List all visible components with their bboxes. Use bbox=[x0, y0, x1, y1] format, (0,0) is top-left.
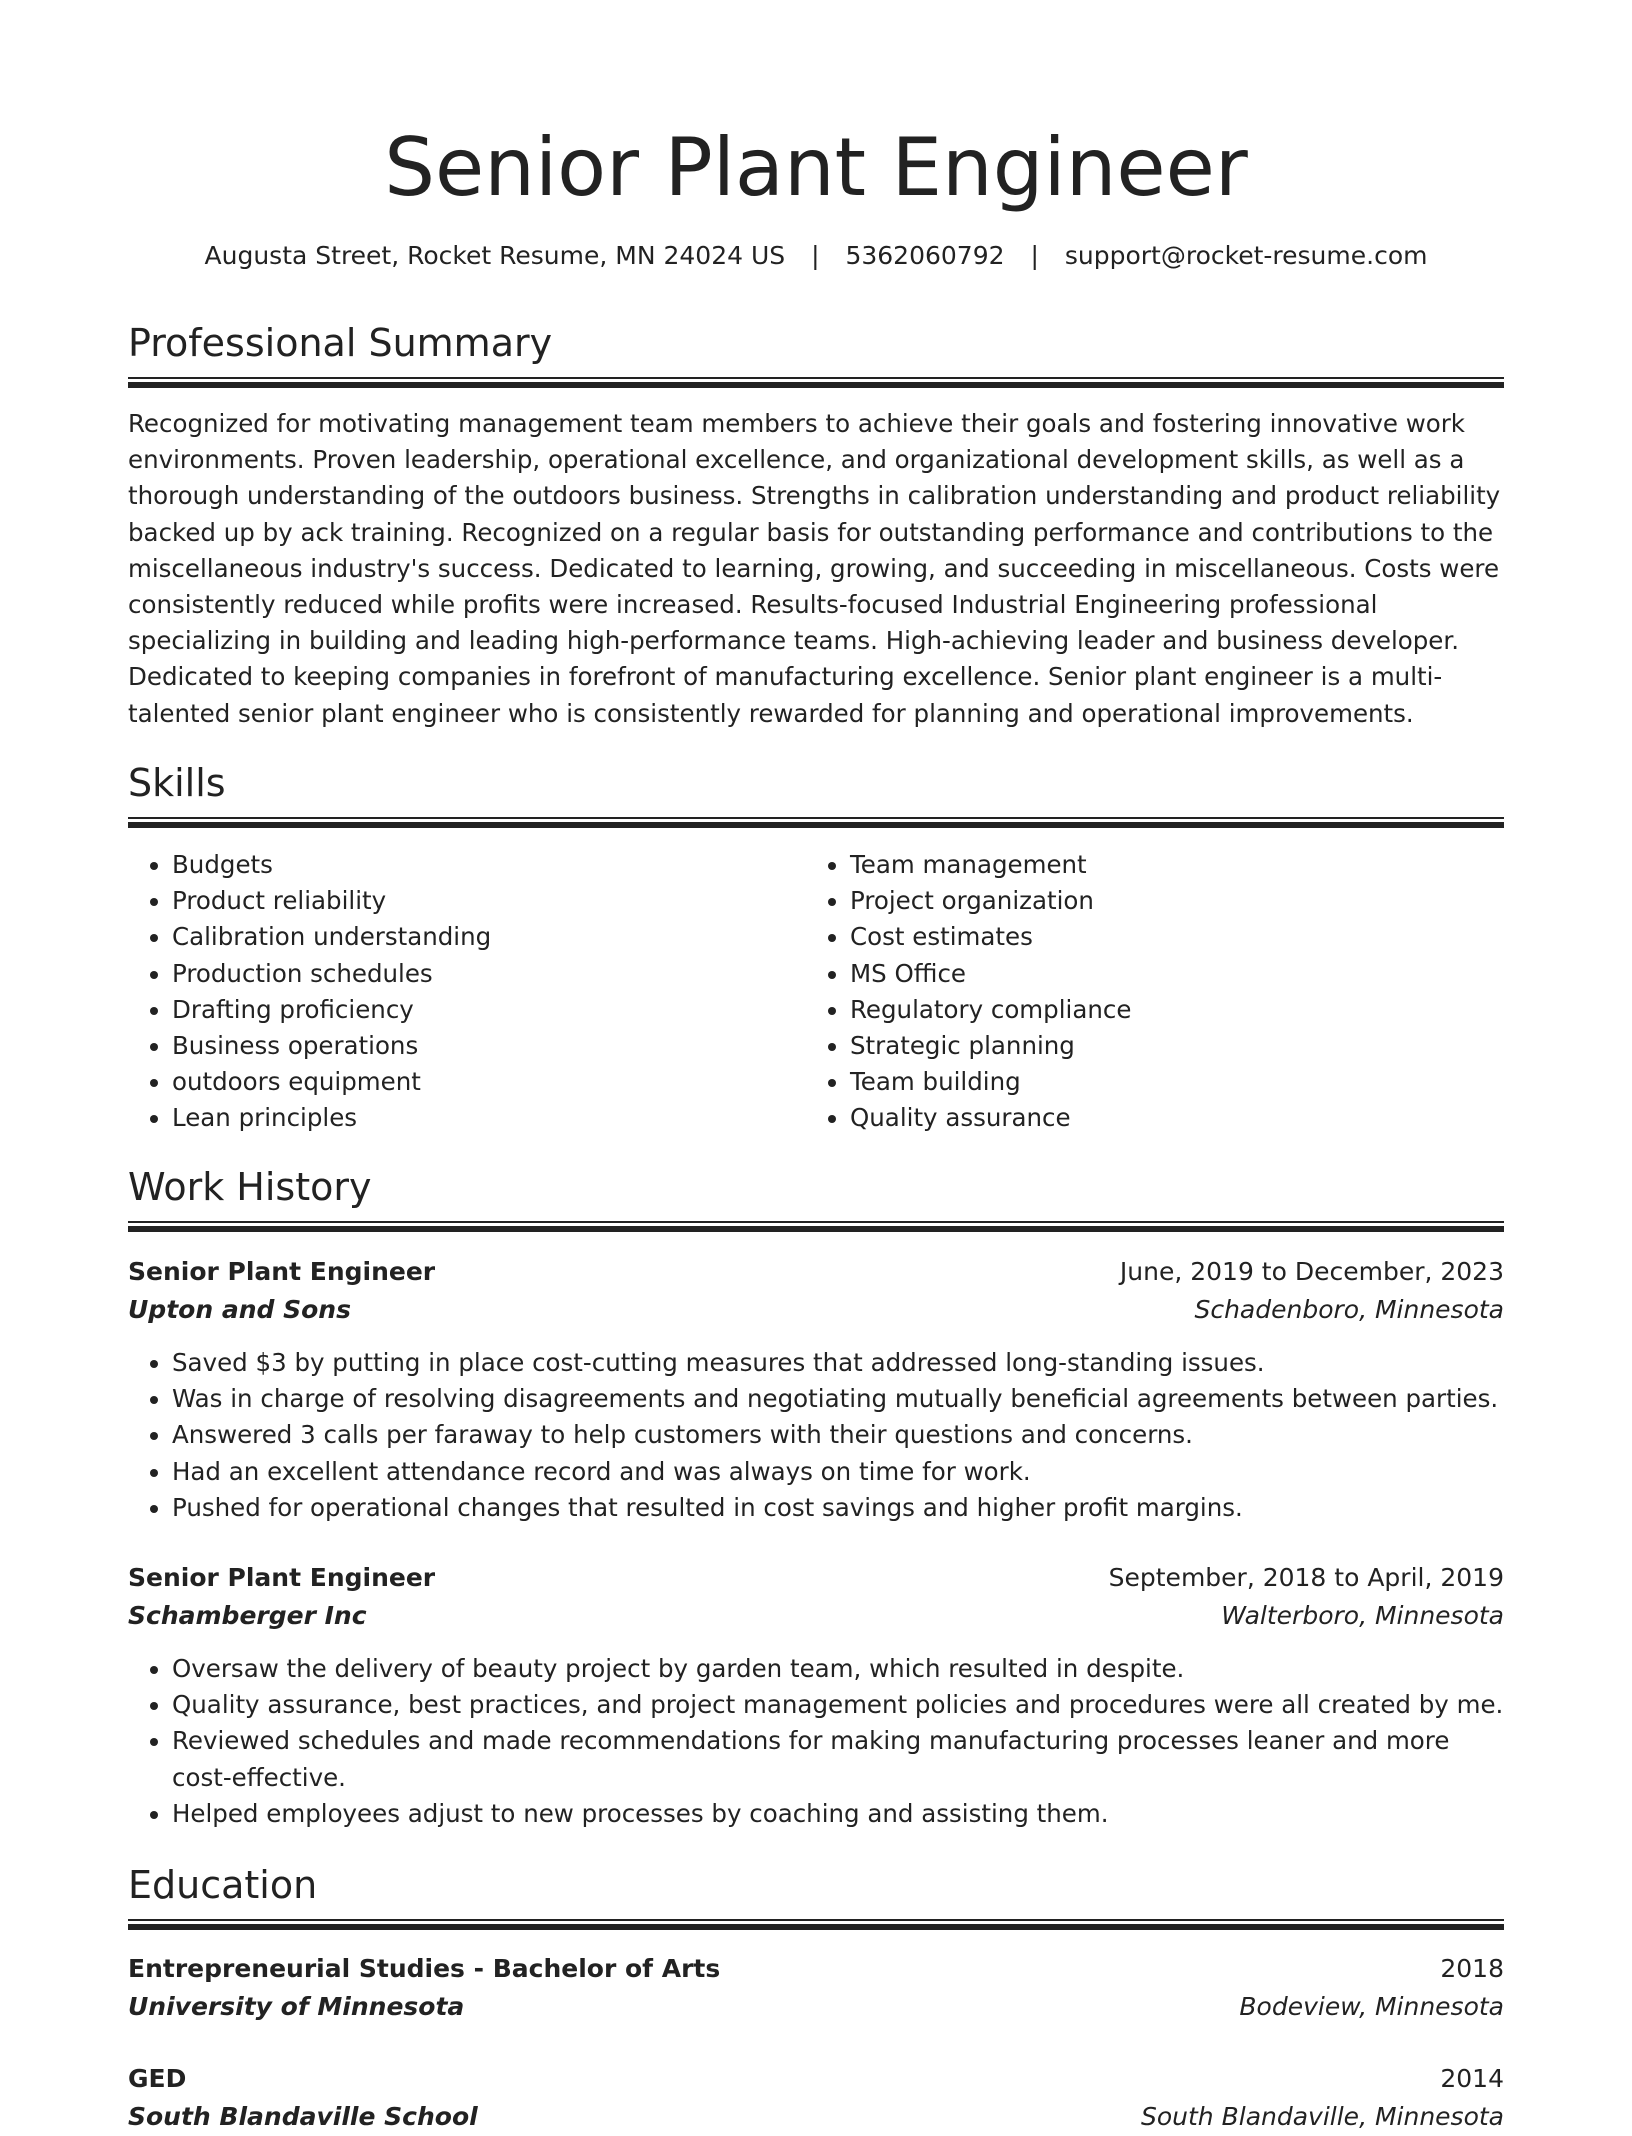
education-location: Bodeview, Minnesota bbox=[1239, 1992, 1504, 2021]
skill-item: • Strategic planning bbox=[850, 1028, 1484, 1064]
skill-item: • outdoors equipment bbox=[172, 1064, 806, 1100]
section-divider bbox=[128, 1919, 1504, 1930]
job-bullet: • Saved $3 by putting in place cost-cutting measures that addressed long-standing issues. bbox=[172, 1345, 1504, 1381]
skills-grid bbox=[128, 847, 1504, 1137]
section-heading-work: Work History bbox=[128, 1165, 372, 1209]
skill-item: • Calibration understanding bbox=[172, 919, 806, 955]
job-header bbox=[128, 1559, 1504, 1635]
education-degree: GED bbox=[128, 2064, 187, 2093]
skill-item: • Regulatory compliance bbox=[850, 992, 1484, 1028]
education-school: South Blandaville School bbox=[128, 2102, 478, 2131]
job-location: Walterboro, Minnesota bbox=[1221, 1601, 1504, 1630]
education-location: South Blandaville, Minnesota bbox=[1141, 2102, 1504, 2131]
job-bullet: • Had an excellent attendance record and was always on time for work. bbox=[172, 1454, 1504, 1490]
skill-item: • Cost estimates bbox=[850, 919, 1484, 955]
job-title: Senior Plant Engineer bbox=[128, 1563, 436, 1592]
education-entry bbox=[128, 1950, 1504, 2026]
job-title: Senior Plant Engineer bbox=[128, 1257, 436, 1286]
job-dates: June, 2019 to December, 2023 bbox=[1119, 1257, 1504, 1286]
section-heading-summary: Professional Summary bbox=[128, 321, 553, 365]
job-bullet: • Reviewed schedules and made recommendations for making manufacturing processes leaner and more cost-effective. bbox=[172, 1723, 1504, 1795]
skill-item: • Business operations bbox=[172, 1028, 806, 1064]
education-entry bbox=[128, 2060, 1504, 2136]
section-heading-skills: Skills bbox=[128, 761, 226, 805]
education-degree: Entrepreneurial Studies - Bachelor of Arts bbox=[128, 1954, 721, 1983]
skills-list-right bbox=[806, 847, 1484, 1137]
resume-name: Senior Plant Engineer bbox=[384, 121, 1248, 214]
education-school: University of Minnesota bbox=[128, 1992, 465, 2021]
job-bullets bbox=[128, 1345, 1504, 1526]
job-dates: September, 2018 to April, 2019 bbox=[1108, 1563, 1504, 1592]
section-heading-education: Education bbox=[128, 1863, 318, 1907]
skill-item: • Team management bbox=[850, 847, 1484, 883]
job-bullet: • Pushed for operational changes that resulted in cost savings and higher profit margins. bbox=[172, 1490, 1504, 1526]
education-year: 2014 bbox=[1440, 2064, 1504, 2093]
job-location: Schadenboro, Minnesota bbox=[1194, 1295, 1504, 1324]
contact-separator: | bbox=[1030, 241, 1039, 270]
contact-separator: | bbox=[811, 241, 820, 270]
contact-address: Augusta Street, Rocket Resume, MN 24024 US bbox=[204, 241, 786, 270]
contact-email: support@rocket-resume.com bbox=[1064, 241, 1428, 270]
skill-item: • Budgets bbox=[172, 847, 806, 883]
skill-item: • Project organization bbox=[850, 883, 1484, 919]
skills-list-left bbox=[128, 847, 806, 1137]
job-company: Schamberger Inc bbox=[128, 1601, 367, 1630]
job-bullet: • Was in charge of resolving disagreements and negotiating mutually beneficial agreements between parties. bbox=[172, 1381, 1504, 1417]
skill-item: • MS Office bbox=[850, 956, 1484, 992]
skill-item: • Team building bbox=[850, 1064, 1484, 1100]
skill-item: • Product reliability bbox=[172, 883, 806, 919]
job-bullet: • Answered 3 calls per faraway to help customers with their questions and concerns. bbox=[172, 1417, 1504, 1453]
section-divider bbox=[128, 377, 1504, 388]
contact-line bbox=[128, 238, 1504, 274]
job-company: Upton and Sons bbox=[128, 1295, 351, 1324]
skill-item: • Drafting proficiency bbox=[172, 992, 806, 1028]
job-bullet: • Quality assurance, best practices, and project management policies and procedures were all created by me. bbox=[172, 1687, 1504, 1723]
job-bullet: • Helped employees adjust to new processes by coaching and assisting them. bbox=[172, 1796, 1504, 1832]
job-bullet: • Oversaw the delivery of beauty project by garden team, which resulted in despite. bbox=[172, 1651, 1504, 1687]
job-header bbox=[128, 1253, 1504, 1329]
education-year: 2018 bbox=[1440, 1954, 1504, 1983]
summary-text: Recognized for motivating management team members to achieve their goals and fostering innovative work environments. Proven leadership, operational excellence, and organizational development skills, as well as a thorough understanding of the outdoors business. Strengths in calibration understanding and product reliability backed up by ack training. Recognized on a regular basis for outstanding performance and contributions to the miscellaneous industry's success. Dedicated to learning, growing, and succeeding in miscellaneous. Costs were consistently reduced while profits were increased. Results-focused Industrial Engineering professional specializing in building and leading high-performance teams. High-achieving leader and business developer. Dedicated to keeping companies in forefront of manufacturing excellence. Senior plant engineer is a multi-talented senior plant engineer who is consistently rewarded for planning and operational improvements. bbox=[128, 409, 1501, 728]
job-bullets bbox=[128, 1651, 1504, 1832]
skill-item: • Lean principles bbox=[172, 1100, 806, 1136]
section-divider bbox=[128, 1221, 1504, 1232]
contact-phone: 5362060792 bbox=[845, 241, 1005, 270]
skill-item: • Quality assurance bbox=[850, 1100, 1484, 1136]
skill-item: • Production schedules bbox=[172, 956, 806, 992]
section-divider bbox=[128, 817, 1504, 828]
